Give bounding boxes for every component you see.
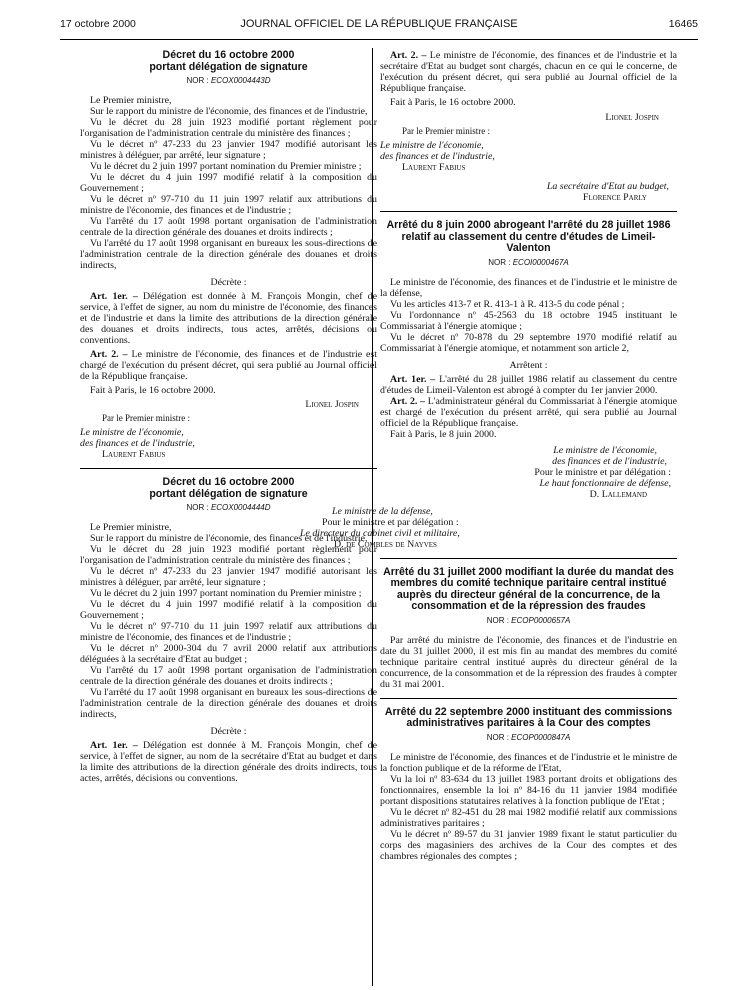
arrete-1-sig-line: Le haut fonctionnaire de défense, — [539, 477, 671, 489]
section-separator — [380, 698, 677, 699]
decree-2-subtitle: portant délégation de signature — [149, 487, 308, 500]
decree-2-visa: Vu le décret nº 97-710 du 11 juin 1997 relatif aux attributions du ministre de l'économie, des finances et de l'industrie ; — [80, 621, 377, 643]
arrete-3-visa: Vu le décret nº 89-57 du 31 janvier 1989 fixant le statut particulier du corps des magasiniers des archives de la Cour des comptes et des chambres régionales des comptes ; — [380, 828, 677, 862]
arrete-1-visa: Vu l'ordonnance nº 45-2563 du 18 octobre 1945 instituant le Commissariat à l'énergie atomique ; — [380, 309, 677, 332]
decree-1-visa: Vu le décret nº 97-710 du 11 juin 1997 relatif aux attributions du ministre de l'économie, des finances et de l'industrie ; — [80, 194, 377, 216]
arrete-1-article-1: Art. 1er. – L'arrêté du 28 juillet 1986 relatif au classement du centre d'études de Limeil-Valenton est abrogé à compter du 1er janvier 2000. — [380, 373, 678, 396]
decree-2-nor: NOR : ECOX0004444D — [186, 503, 271, 512]
arrete-1-defense-name: D. de Combles de Nayves — [334, 538, 437, 550]
arrete-3-title: Arrêté du 22 septembre 2000 instituant des commissions administratives paritaires à la Cour des comptes — [384, 705, 673, 729]
header-page-number: 16465 — [668, 18, 698, 30]
decree-1-article-2: Art. 2. – Le ministre de l'économie, des finances et de l'industrie est chargé de l'exécution du présent décret, qui sera publié au Journal officiel de la République française. — [80, 349, 378, 382]
decree-1-by: Par le Premier ministre : — [102, 413, 190, 423]
decree-2-article-1: Art. 1er. – Délégation est donnée à M. François Mongin, chef de service, à l'effet de signer, au nom de la secrétaire d'Etat au budget et dans la limite des attributions de la direction générale des droits indirects, tous actes, arrêtés, décisions ou conventions. — [80, 740, 377, 784]
decree-1 — [80, 50, 377, 460]
arrete-1-title: Arrêté du 8 juin 2000 abrogeant l'arrêté du 28 juillet 1986 relatif au classement du centre d'études de Limeil-Valenton — [386, 219, 671, 254]
decree-2-secretary-name: Florence Parly — [582, 192, 647, 203]
arrete-1-visa: Le ministre de l'économie, des finances et de l'industrie et le ministre de la défense, — [380, 276, 677, 299]
arrete-1-defense-line: Le ministre de la défense, — [332, 505, 433, 517]
page-header — [60, 15, 698, 40]
decree-2-signer: Lionel Jospin — [605, 112, 659, 123]
decree-1-visa: Vu l'arrêté du 17 août 1998 portant organisation de l'administration centrale de la direction générale des douanes et droits indirects ; — [80, 216, 377, 238]
arrete-1-nor: NOR : ECOI0000467A — [488, 257, 569, 267]
decree-1-minister-line: des finances et de l'industrie, — [80, 438, 195, 449]
arrete-3-nor: NOR : ECOP0000847A — [486, 732, 571, 742]
decree-2-minister-line: des finances et de l'industrie, — [380, 151, 495, 162]
decree-2-opening: Le Premier ministre, — [90, 522, 172, 533]
decree-2-visa: Vu le décret du 2 juin 1997 portant nomination du Premier ministre ; — [90, 588, 362, 599]
decree-1-title: Décret du 16 octobre 2000 — [162, 49, 295, 61]
decree-2-visa: Vu l'arrêté du 17 août 1998 portant organisation de l'administration centrale de la direction générale des douanes et droits indirects ; — [80, 665, 377, 687]
decree-1-minister-line: Le ministre de l'économie, — [80, 427, 184, 438]
decree-1-visa: Vu le décret nº 47-233 du 23 janvier 1947 modifié autorisant les ministres à déléguer, par arrêté, leur signature ; — [80, 139, 377, 161]
arrete-1-sig-line: Pour le ministre et par délégation : — [534, 466, 671, 478]
arrete-2 — [380, 567, 677, 690]
arrete-3-visa: Vu le décret nº 82-451 du 28 mai 1982 modifié relatif aux commissions administratives paritaires ; — [380, 806, 677, 829]
decree-2-article-2: Art. 2. – Le ministre de l'économie, des finances et de l'industrie et la secrétaire d'Etat au budget sont chargés, chacun en ce qui le concerne, de l'exécution du présent décret, qui sera publié au Journal officiel de la République française. — [380, 50, 677, 94]
decree-1-minister-name: Laurent Fabius — [102, 449, 166, 460]
decree-2-decrete: Décrète : — [210, 726, 247, 737]
arrete-1-defense-line: Le directeur du cabinet civil et militaire, — [300, 527, 460, 539]
decree-2-minister-line: Le ministre de l'économie, — [380, 140, 484, 151]
decree-2-title: Décret du 16 octobre 2000 — [162, 476, 295, 488]
section-separator — [80, 468, 377, 469]
decree-1-done: Fait à Paris, le 16 octobre 2000. — [90, 385, 216, 396]
arrete-1-done: Fait à Paris, le 8 juin 2000. — [390, 428, 497, 440]
decree-1-nor: NOR : ECOX0004443D — [186, 76, 271, 85]
decree-2-visa: Vu le décret du 4 juin 1997 modifié relatif à la composition du Gouvernement ; — [80, 599, 377, 621]
arrete-1-visa: Vu les articles 413-7 et R. 413-1 à R. 413-5 du code pénal ; — [390, 298, 625, 310]
arrete-1-sig-name: D. Lallemand — [589, 488, 647, 500]
decree-1-signer: Lionel Jospin — [305, 399, 359, 410]
decree-2-visa: Vu le décret nº 2000-304 du 7 avril 2000 relatif aux attributions déléguées à la secrétaire d'Etat au budget ; — [80, 643, 377, 665]
arrete-2-nor: NOR : ECOP0000657A — [486, 615, 571, 625]
decree-2-done: Fait à Paris, le 16 octobre 2000. — [390, 97, 516, 108]
left-column — [80, 50, 377, 784]
decree-1-visa: Vu le décret du 2 juin 1997 portant nomination du Premier ministre ; — [90, 161, 362, 172]
decree-1-article-1: Art. 1er. – Délégation est donnée à M. François Mongin, chef de service, à l'effet de signer, au nom du ministre de l'économie, des finances et de l'industrie et dans la limite des attributions de la direction générale des douanes et droits indirects, tous actes, arrêtés, décisions ou conventions. — [80, 291, 377, 346]
section-separator — [380, 558, 677, 559]
arrete-1-sig-line: Le ministre de l'économie, — [553, 444, 657, 456]
decree-2-by: Par le Premier ministre : — [402, 126, 490, 136]
arrete-1-article-2: Art. 2. – L'administrateur général du Commissariat à l'énergie atomique est chargé de l'exécution du présent arrêté, qui sera publié au Journal officiel de la République française. — [380, 395, 678, 429]
decree-1-decrete: Décrète : — [210, 277, 247, 288]
arrete-1-visa: Vu le décret nº 70-878 du 29 septembre 1970 modifié relatif au Commissariat à l'énergie atomique, et notamment son article 2, — [380, 331, 677, 354]
header-journal-title: JOURNAL OFFICIEL DE LA RÉPUBLIQUE FRANÇAISE — [240, 18, 518, 30]
header-date: 17 octobre 2000 — [60, 18, 136, 30]
arrete-1-defense-line: Pour le ministre et par délégation : — [322, 516, 459, 528]
arrete-3-visa: Le ministre de l'économie, des finances et de l'industrie et le ministre de la fonction publique et de la réforme de l'Etat, — [380, 751, 677, 774]
decree-1-subtitle: portant délégation de signature — [149, 60, 308, 73]
decree-1-visa: Sur le rapport du ministre de l'économie, des finances et de l'industrie, — [90, 106, 368, 117]
arrete-2-title: Arrêté du 31 juillet 2000 modifiant la durée du mandat des membres du comité technique paritaire central institué auprès du directeur général de la concurrence, de la consommation et de la répression des fraudes — [383, 565, 674, 612]
arrete-3 — [380, 707, 677, 862]
decree-2-visa: Vu le décret du 28 juin 1923 modifié portant règlement pour l'organisation de l'administration centrale du ministère des finances ; — [80, 544, 377, 566]
right-column — [300, 50, 678, 862]
decree-1-opening: Le Premier ministre, — [90, 95, 172, 106]
section-separator — [380, 211, 677, 212]
decree-2-visa: Vu le décret nº 47-233 du 23 janvier 1947 modifié autorisant les ministres à déléguer, par arrêté, leur signature ; — [80, 566, 377, 588]
decree-1-visa: Vu le décret du 4 juin 1997 modifié relatif à la composition du Gouvernement ; — [80, 172, 377, 194]
decree-2-continued — [380, 50, 677, 203]
decree-2-secretary-line: La secrétaire d'Etat au budget, — [546, 181, 669, 192]
decree-1-visa: Vu le décret du 28 juin 1923 modifié portant règlement pour l'organisation de l'administration centrale du ministère des finances ; — [80, 117, 377, 139]
arrete-2-body: Par arrêté du ministre de l'économie, des finances et de l'industrie en date du 31 juillet 2000, il est mis fin au mandat des membres du comité technique paritaire central institué auprès du directeur général de la concurrence, de la consommation et de la répression des fraudes à compter du 31 mai 2001. — [380, 634, 677, 690]
decree-2-visa: Vu l'arrêté du 17 août 1998 organisant en bureaux les sous-directions de l'administration centrale de la direction générale des douanes et droits indirects, — [80, 687, 377, 720]
decree-2-minister-name: Laurent Fabius — [402, 162, 466, 173]
arrete-1-sig-line: des finances et de l'industrie, — [552, 455, 667, 467]
arrete-1-arretent: Arrêtent : — [509, 359, 548, 371]
decree-1-visa: Vu l'arrêté du 17 août 1998 organisant en bureaux les sous-directions de l'administration centrale de la direction générale des douanes et droits indirects, — [80, 238, 377, 271]
arrete-3-visa: Vu la loi nº 83-634 du 13 juillet 1983 portant droits et obligations des fonctionnaires, ensemble la loi nº 84-16 du 11 janvier 1984 modifiée portant dispositions statutaires relatives à la fonction publique de l'Etat ; — [380, 773, 677, 807]
decree-2-visa: Sur le rapport du ministre de l'économie, des finances et de l'industrie, — [90, 533, 368, 544]
